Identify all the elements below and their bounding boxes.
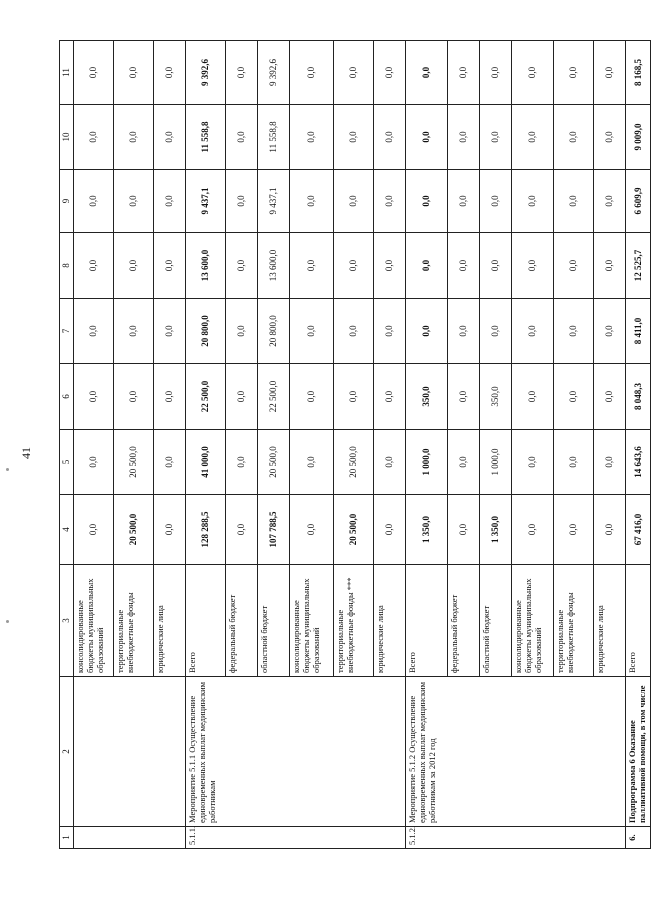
column-number-cell: 11 (60, 41, 74, 105)
value-cell: 0,0 (74, 364, 114, 430)
funding-source-cell: областной бюджет (480, 565, 512, 677)
row-number-cell: 5.1.1. (186, 827, 406, 849)
value-cell: 0,0 (480, 170, 512, 233)
value-cell: 1 350,0 (480, 495, 512, 565)
value-cell: 0,0 (290, 105, 334, 170)
value-cell: 0,0 (334, 170, 374, 233)
value-cell: 20 500,0 (334, 495, 374, 565)
table-row (406, 41, 448, 849)
value-cell: 107 788,5 (258, 495, 290, 565)
value-cell: 0,0 (406, 105, 448, 170)
value-cell: 0,0 (374, 233, 406, 299)
budget-table (59, 40, 651, 849)
funding-source-cell: территориальные внебюджетные фонды *** (334, 565, 374, 677)
value-cell: 13 600,0 (186, 233, 226, 299)
row-number-cell: 6. (626, 827, 651, 849)
value-cell: 0,0 (154, 299, 186, 364)
funding-source-cell: федеральный бюджет (448, 565, 480, 677)
value-cell: 0,0 (594, 170, 626, 233)
value-cell: 0,0 (406, 41, 448, 105)
value-cell: 0,0 (226, 430, 258, 495)
value-cell: 0,0 (154, 170, 186, 233)
value-cell: 0,0 (374, 495, 406, 565)
value-cell: 0,0 (480, 233, 512, 299)
value-cell: 0,0 (448, 364, 480, 430)
value-cell: 0,0 (512, 495, 554, 565)
value-cell: 0,0 (114, 170, 154, 233)
value-cell: 11 558,8 (186, 105, 226, 170)
value-cell: 0,0 (290, 495, 334, 565)
value-cell: 0,0 (554, 495, 594, 565)
value-cell: 0,0 (74, 170, 114, 233)
funding-source-cell: юридические лица (154, 565, 186, 677)
value-cell: 0,0 (512, 105, 554, 170)
value-cell: 0,0 (114, 41, 154, 105)
funding-source-cell: Всего (626, 565, 651, 677)
value-cell: 0,0 (374, 364, 406, 430)
value-cell: 12 525,7 (626, 233, 651, 299)
value-cell: 0,0 (512, 233, 554, 299)
value-cell: 0,0 (290, 41, 334, 105)
funding-source-cell: территориальные внебюджетные фонды (114, 565, 154, 677)
value-cell: 20 800,0 (186, 299, 226, 364)
value-cell: 0,0 (594, 41, 626, 105)
value-cell: 0,0 (334, 364, 374, 430)
value-cell: 0,0 (554, 170, 594, 233)
value-cell: 0,0 (594, 233, 626, 299)
value-cell: 67 416,0 (626, 495, 651, 565)
value-cell: 20 500,0 (114, 430, 154, 495)
table-row (74, 41, 114, 849)
value-cell: 0,0 (114, 105, 154, 170)
funding-source-cell: юридические лица (594, 565, 626, 677)
value-cell: 0,0 (374, 170, 406, 233)
value-cell: 0,0 (154, 495, 186, 565)
value-cell: 20 500,0 (114, 495, 154, 565)
value-cell: 20 500,0 (258, 430, 290, 495)
value-cell: 0,0 (448, 430, 480, 495)
value-cell: 0,0 (226, 364, 258, 430)
funding-source-cell: консолидированные бюджеты муниципальных образований (512, 565, 554, 677)
value-cell: 0,0 (334, 41, 374, 105)
value-cell: 0,0 (374, 105, 406, 170)
value-cell: 0,0 (512, 364, 554, 430)
value-cell: 0,0 (154, 41, 186, 105)
value-cell: 0,0 (226, 233, 258, 299)
value-cell: 14 643,6 (626, 430, 651, 495)
value-cell: 0,0 (226, 299, 258, 364)
column-number-cell: 5 (60, 430, 74, 495)
value-cell: 0,0 (448, 105, 480, 170)
value-cell: 0,0 (290, 233, 334, 299)
value-cell: 0,0 (594, 495, 626, 565)
value-cell: 350,0 (406, 364, 448, 430)
column-number-cell: 9 (60, 170, 74, 233)
header-row (60, 41, 74, 849)
value-cell: 9 009,0 (626, 105, 651, 170)
value-cell: 8 411,0 (626, 299, 651, 364)
value-cell: 6 609,9 (626, 170, 651, 233)
funding-source-cell: областной бюджет (258, 565, 290, 677)
value-cell: 0,0 (226, 105, 258, 170)
value-cell: 0,0 (594, 430, 626, 495)
funding-source-cell: Всего (406, 565, 448, 677)
value-cell: 20 800,0 (258, 299, 290, 364)
column-number-cell: 1 (60, 827, 74, 849)
value-cell: 0,0 (480, 299, 512, 364)
value-cell: 0,0 (448, 170, 480, 233)
value-cell: 0,0 (554, 430, 594, 495)
table-row (626, 41, 651, 849)
value-cell: 9 437,1 (186, 170, 226, 233)
page-number: 41 (19, 447, 33, 459)
measure-name-cell: Мероприятие 5.1.2 Осуществление единовременных выплат медицинским работникам за 2012 год (406, 677, 626, 827)
funding-source-cell: территориальные внебюджетные фонды (554, 565, 594, 677)
value-cell: 0,0 (374, 299, 406, 364)
funding-source-cell: консолидированные бюджеты муниципальных образований (74, 565, 114, 677)
value-cell: 350,0 (480, 364, 512, 430)
value-cell: 0,0 (154, 105, 186, 170)
value-cell: 0,0 (554, 233, 594, 299)
value-cell: 0,0 (74, 41, 114, 105)
value-cell: 0,0 (334, 299, 374, 364)
column-number-cell: 6 (60, 364, 74, 430)
value-cell: 0,0 (226, 495, 258, 565)
value-cell: 0,0 (554, 364, 594, 430)
value-cell: 9 392,6 (258, 41, 290, 105)
funding-source-cell: консолидированные бюджеты муниципальных образований (290, 565, 334, 677)
value-cell: 0,0 (448, 299, 480, 364)
value-cell: 0,0 (290, 299, 334, 364)
table-row (186, 41, 226, 849)
value-cell: 0,0 (554, 41, 594, 105)
funding-source-cell: Всего (186, 565, 226, 677)
budget-table-rotated (59, 41, 647, 849)
value-cell: 0,0 (512, 41, 554, 105)
value-cell: 0,0 (226, 41, 258, 105)
value-cell: 0,0 (406, 170, 448, 233)
value-cell: 1 000,0 (406, 430, 448, 495)
value-cell: 0,0 (154, 364, 186, 430)
value-cell: 1 000,0 (480, 430, 512, 495)
value-cell: 0,0 (512, 170, 554, 233)
value-cell: 0,0 (448, 495, 480, 565)
value-cell: 0,0 (512, 430, 554, 495)
value-cell: 0,0 (448, 233, 480, 299)
value-cell: 128 288,5 (186, 495, 226, 565)
value-cell: 41 000,0 (186, 430, 226, 495)
value-cell: 0,0 (154, 430, 186, 495)
column-number-cell: 7 (60, 299, 74, 364)
value-cell: 0,0 (594, 299, 626, 364)
value-cell: 20 500,0 (334, 430, 374, 495)
value-cell: 0,0 (74, 430, 114, 495)
value-cell: 0,0 (374, 41, 406, 105)
value-cell: 0,0 (114, 299, 154, 364)
value-cell: 0,0 (512, 299, 554, 364)
value-cell: 0,0 (114, 233, 154, 299)
column-number-cell: 8 (60, 233, 74, 299)
column-number-cell: 4 (60, 495, 74, 565)
scan-artifact (6, 620, 9, 623)
measure-name-cell: Мероприятие 5.1.1 Осуществление единовременных выплат медицинским работникам (186, 677, 406, 827)
value-cell: 0,0 (74, 299, 114, 364)
value-cell: 0,0 (74, 105, 114, 170)
value-cell: 0,0 (74, 233, 114, 299)
funding-source-cell: юридические лица (374, 565, 406, 677)
value-cell: 0,0 (406, 299, 448, 364)
value-cell: 0,0 (154, 233, 186, 299)
value-cell: 0,0 (554, 105, 594, 170)
column-number-cell: 10 (60, 105, 74, 170)
value-cell: 8 048,3 (626, 364, 651, 430)
value-cell: 0,0 (448, 41, 480, 105)
value-cell: 0,0 (554, 299, 594, 364)
measure-name-cell (74, 677, 186, 827)
value-cell: 0,0 (480, 105, 512, 170)
value-cell: 8 168,5 (626, 41, 651, 105)
value-cell: 13 600,0 (258, 233, 290, 299)
value-cell: 0,0 (74, 495, 114, 565)
value-cell: 0,0 (334, 105, 374, 170)
column-number-cell: 3 (60, 565, 74, 677)
column-number-cell: 2 (60, 677, 74, 827)
value-cell: 22 500,0 (186, 364, 226, 430)
value-cell: 0,0 (290, 364, 334, 430)
value-cell: 0,0 (334, 233, 374, 299)
value-cell: 0,0 (594, 105, 626, 170)
value-cell: 9 392,6 (186, 41, 226, 105)
value-cell: 0,0 (374, 430, 406, 495)
row-number-cell (74, 827, 186, 849)
value-cell: 0,0 (114, 364, 154, 430)
value-cell: 0,0 (406, 233, 448, 299)
measure-name-cell: Подпрограмма 6 Оказание паллиативной помощи, в том числе (626, 677, 651, 827)
value-cell: 0,0 (480, 41, 512, 105)
scan-artifact (6, 468, 9, 471)
value-cell: 0,0 (594, 364, 626, 430)
row-number-cell: 5.1.2. (406, 827, 626, 849)
value-cell: 0,0 (290, 170, 334, 233)
value-cell: 1 350,0 (406, 495, 448, 565)
funding-source-cell: федеральный бюджет (226, 565, 258, 677)
value-cell: 22 500,0 (258, 364, 290, 430)
value-cell: 11 558,8 (258, 105, 290, 170)
value-cell: 0,0 (226, 170, 258, 233)
value-cell: 0,0 (290, 430, 334, 495)
value-cell: 9 437,1 (258, 170, 290, 233)
